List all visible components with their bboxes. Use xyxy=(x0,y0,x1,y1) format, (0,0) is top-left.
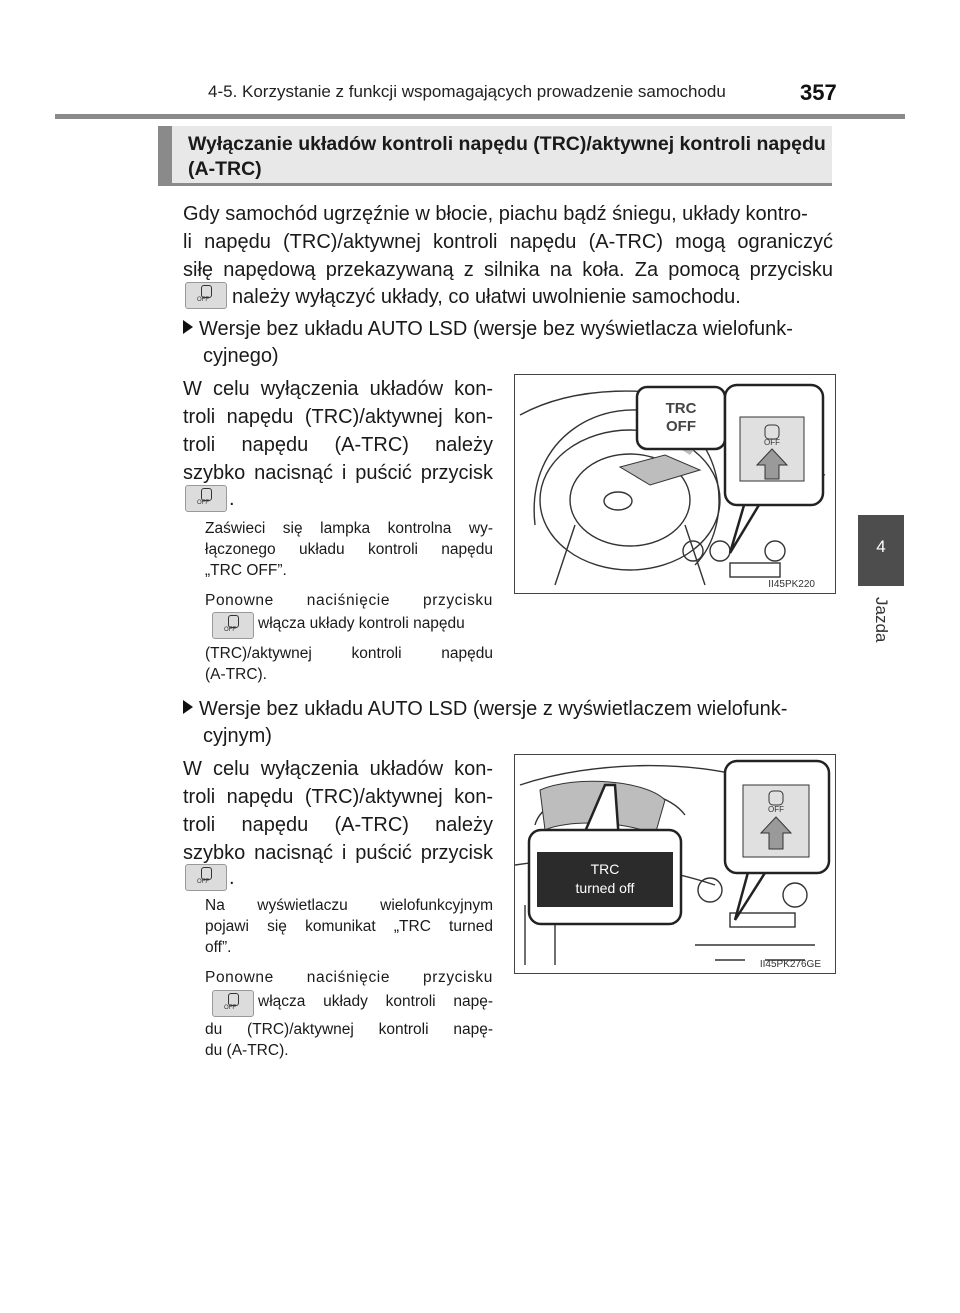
block1-note2-line4: (A-TRC). xyxy=(205,666,267,683)
block1-heading: Wersje bez układu AUTO LSD (wersje bez wyświetlacza wielofunk- xyxy=(183,315,833,344)
chapter-number: 4 xyxy=(876,537,886,556)
block1-note1-line1: Zaświeci się lampka kontrolna wy- xyxy=(205,520,493,537)
block1-heading-cont: cyjnego) xyxy=(203,345,279,367)
intro-line-4: należy wyłączyć układy, co ułatwi uwolnienie samochodu. xyxy=(232,286,741,308)
trc-off-switch-icon: OFF xyxy=(185,485,227,512)
header-divider xyxy=(55,114,905,119)
block1-period: . xyxy=(229,488,235,510)
block2-heading-cont: cyjnym) xyxy=(203,725,272,747)
figure-code: II45PK276GE xyxy=(759,959,821,970)
block2-period: . xyxy=(229,867,235,889)
block2-line-1: W celu wyłączenia układów kon- xyxy=(183,758,493,780)
bullet-triangle-icon xyxy=(183,320,193,334)
button-off-label: OFF xyxy=(768,805,784,814)
dashboard-illustration xyxy=(515,755,835,973)
button-off-label: OFF xyxy=(764,438,780,447)
display-message-line1: TRC xyxy=(590,861,620,877)
block1-note2-line1: Ponowne naciśnięcie przycisku xyxy=(205,592,493,609)
block2-note2-line3: du (TRC)/aktywnej kontroli napę- xyxy=(205,1021,493,1038)
trc-indicator-text-1: TRC xyxy=(665,400,697,417)
trc-off-switch-icon: OFF xyxy=(185,864,227,891)
block2-line-2: troli napędu (TRC)/aktywnej kon- xyxy=(183,786,493,808)
block1-note2-line2: włącza układy kontroli napędu xyxy=(258,615,465,632)
display-message-line2: turned off xyxy=(575,880,635,896)
dashboard-illustration xyxy=(515,375,835,593)
trc-off-switch-icon: OFF xyxy=(212,612,254,639)
block2-line-3: troli napędu (A-TRC) należy xyxy=(183,814,493,836)
figure-code: II45PK220 xyxy=(768,579,815,590)
section-title: Wyłączanie układów kontroli napędu (TRC)/aktywnej kontroli napędu (A-TRC) xyxy=(188,133,826,180)
block1-line-4: szybko nacisnąć i puścić przycisk xyxy=(183,462,493,484)
trc-indicator-text-2: OFF xyxy=(666,418,696,435)
block1-line-1: W celu wyłączenia układów kon- xyxy=(183,378,493,400)
running-header: 4-5. Korzystanie z funkcji wspomagających prowadzenie samochodu xyxy=(208,82,726,101)
block2-heading: Wersje bez układu AUTO LSD (wersje z wyświetlaczem wielofunk- xyxy=(183,695,833,724)
page-number: 357 xyxy=(800,80,837,105)
intro-line-1: Gdy samochód ugrzęźnie w błocie, piachu bądź śniegu, układy kontro- xyxy=(183,203,808,225)
block1-note1-line3: „TRC OFF”. xyxy=(205,562,287,579)
block2-line-4: szybko nacisnąć i puścić przycisk xyxy=(183,842,493,864)
block1-note2-line3: (TRC)/aktywnej kontroli napędu xyxy=(205,645,493,662)
block1-line-3: troli napędu (A-TRC) należy xyxy=(183,434,493,456)
block2-note2-line4: du (A-TRC). xyxy=(205,1042,289,1059)
intro-line-3: siłę napędową przekazywaną z silnika na koła. Za pomocą przycisku xyxy=(183,259,833,281)
block2-note1-line3: off”. xyxy=(205,939,232,956)
trc-off-switch-icon: OFF xyxy=(185,282,227,309)
figure-multi-display-trc xyxy=(514,754,836,974)
block1-line-2: troli napędu (TRC)/aktywnej kon- xyxy=(183,406,493,428)
chapter-tab[interactable] xyxy=(858,515,904,586)
block1-note1-line2: łączonego układu kontroli napędu xyxy=(205,541,493,558)
intro-line-2: li napędu (TRC)/aktywnej kontroli napędu (A-TRC) mogą ograniczyć xyxy=(183,231,833,253)
bullet-triangle-icon xyxy=(183,700,193,714)
block2-note1-line2: pojawi się komunikat „TRC turned xyxy=(205,918,493,935)
chapter-label: Jazda xyxy=(872,597,891,643)
section-heading-box xyxy=(158,126,832,186)
trc-off-switch-icon: OFF xyxy=(212,990,254,1017)
block2-note2-line1: Ponowne naciśnięcie przycisku xyxy=(205,969,493,986)
block2-note1-line1: Na wyświetlaczu wielofunkcyjnym xyxy=(205,897,493,914)
figure-dashboard-trc-off xyxy=(514,374,836,594)
block2-note2-line2: włącza układy kontroli napę- xyxy=(258,993,493,1010)
